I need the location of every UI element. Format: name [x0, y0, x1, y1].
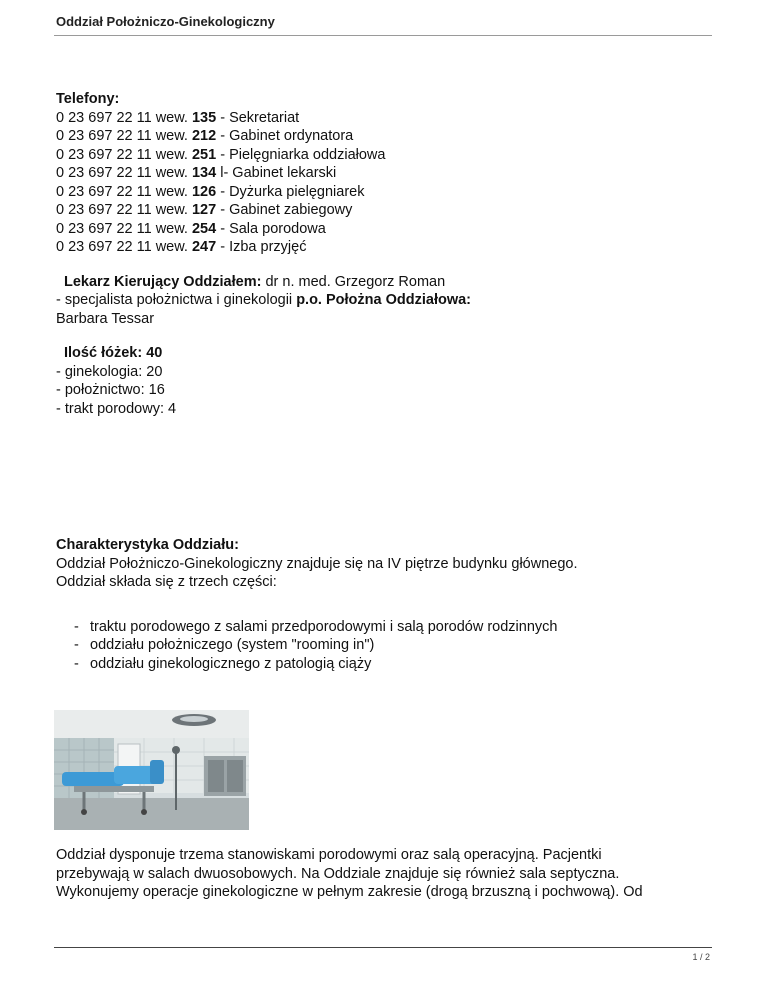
phone-label: - Gabinet ordynatora — [220, 128, 354, 144]
phone-number: 0 23 697 22 11 wew. — [56, 165, 188, 181]
specialty-line — [56, 291, 716, 310]
head-doctor-label: Lekarz Kierujący Oddziałem: — [64, 273, 262, 290]
phone-extension: 134 — [191, 165, 217, 181]
phone-label: - Izba przyjęć — [220, 239, 307, 255]
head-doctor-line — [56, 273, 716, 292]
phone-number: 0 23 697 22 11 wew. — [56, 109, 188, 126]
list-item: - oddziału ginekologicznego z patologią ciąży — [74, 655, 372, 672]
phone-line — [56, 183, 716, 202]
phone-extension: 254 — [191, 220, 217, 237]
characteristics-heading: Charakterystyka Oddziału: — [56, 537, 239, 553]
phone-line — [56, 220, 716, 239]
phone-extension: 127 — [191, 202, 217, 218]
phone-extension: 135 — [191, 109, 217, 126]
phone-line — [56, 164, 716, 183]
phones-heading: Telefony: — [56, 91, 120, 107]
header-divider — [54, 35, 712, 36]
body-line: Oddział dysponuje trzema stanowiskami porodowymi oraz salą operacyjną. Pacjentki — [56, 847, 602, 863]
phone-line — [56, 146, 716, 165]
phone-number: 0 23 697 22 11 wew. — [56, 183, 188, 200]
document-body — [56, 90, 716, 673]
head-doctor-name: dr n. med. Grzegorz Roman — [265, 273, 446, 290]
head-doctor-specialty: - specjalista położnictwa i ginekologii — [56, 292, 293, 308]
body-paragraph — [56, 846, 716, 902]
phone-extension: 251 — [191, 146, 217, 163]
phone-number: 0 23 697 22 11 wew. — [56, 146, 188, 163]
body-line: przebywają w salach dwuosobowych. Na Oddziale znajduje się również sala septyczna. — [56, 865, 620, 882]
list-item-text: oddziału ginekologicznego z patologią ciąży — [90, 655, 372, 672]
beds-heading: Ilość łóżek: 40 — [64, 345, 163, 361]
characteristics-line: Oddział Położniczo-Ginekologiczny znajduje się na IV piętrze budynku głównego. — [56, 555, 578, 572]
phone-list — [56, 109, 716, 257]
phone-extension: 126 — [191, 183, 217, 200]
phone-line — [56, 127, 716, 146]
phone-label: - Sala porodowa — [220, 220, 326, 237]
footer-divider — [54, 947, 712, 948]
page-number: 1 / 2 — [692, 952, 710, 962]
bed-item: - ginekologia: 20 — [56, 363, 163, 380]
phone-number: 0 23 697 22 11 wew. — [56, 239, 188, 255]
head-nurse-label: p.o. Położna Oddziałowa: — [296, 292, 471, 308]
phone-line — [56, 109, 716, 128]
phone-line — [56, 238, 716, 257]
phone-number: 0 23 697 22 11 wew. — [56, 128, 188, 144]
page-header-title: Oddział Położniczo-Ginekologiczny — [56, 14, 275, 29]
phone-number: 0 23 697 22 11 wew. — [56, 220, 188, 237]
department-parts-list — [56, 618, 716, 674]
body-line: Wykonujemy operacje ginekologiczne w pełnym zakresie (drogą brzuszną i pochwową). Od — [56, 884, 643, 900]
delivery-room-photo — [54, 710, 249, 830]
list-item-text: traktu porodowego z salami przedporodowymi i salą porodów rodzinnych — [90, 618, 558, 635]
list-item: - traktu porodowego z salami przedporodowymi i salą porodów rodzinnych — [74, 618, 558, 635]
phone-extension: 247 — [191, 239, 217, 255]
list-item: - oddziału położniczego (system "rooming in") — [74, 637, 375, 653]
head-nurse-name: Barbara Tessar — [56, 310, 155, 327]
phone-label: l- Gabinet lekarski — [220, 165, 337, 181]
phone-number: 0 23 697 22 11 wew. — [56, 202, 188, 218]
list-item-text: oddziału położniczego (system "rooming in") — [90, 637, 375, 653]
phone-label: - Pielęgniarka oddziałowa — [220, 146, 386, 163]
phone-line — [56, 201, 716, 220]
bed-item: - położnictwo: 16 — [56, 382, 165, 398]
phone-label: - Dyżurka pielęgniarek — [220, 183, 365, 200]
bed-item: - trakt porodowy: 4 — [56, 400, 177, 417]
characteristics-line: Oddział składa się z trzech części: — [56, 574, 277, 590]
phone-extension: 212 — [191, 128, 217, 144]
phone-label: - Gabinet zabiegowy — [220, 202, 353, 218]
phone-label: - Sekretariat — [220, 109, 300, 126]
